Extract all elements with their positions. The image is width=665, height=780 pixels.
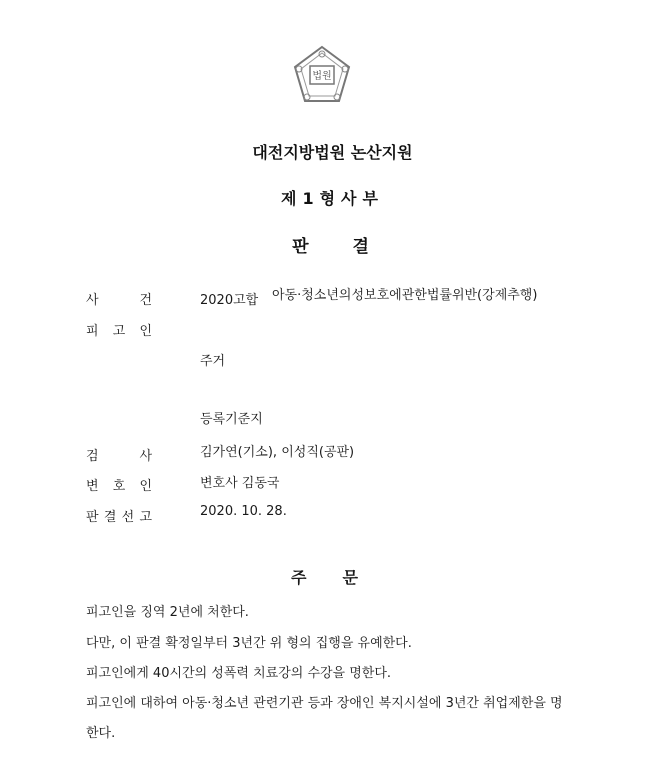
order-line: 다만, 이 판결 확정일부터 3년간 위 형의 집행을 유예한다. <box>86 636 412 651</box>
seal-text: 법원 <box>312 71 332 82</box>
label-char: 변 <box>86 479 99 494</box>
counsel-label <box>86 475 152 494</box>
label-char: 검 <box>86 449 99 464</box>
case-number: 2020고합 <box>200 293 259 308</box>
defendant-label <box>86 320 152 339</box>
counsel-value: 변호사 김동국 <box>200 476 280 491</box>
division-name: 제1형사부 <box>281 189 384 208</box>
label-char: 선 <box>121 510 135 525</box>
label-char: 피 <box>86 324 99 339</box>
prosecutor-label <box>86 445 152 464</box>
document-title: 판결 <box>292 237 413 257</box>
court-seal-icon <box>290 44 354 108</box>
prosecutor-value: 김가연(기소), 이성직(공판) <box>200 445 355 460</box>
address-label: 주거 <box>200 354 226 369</box>
order-line: 피고인에게 40시간의 성폭력 치료강의 수강을 명한다. <box>86 666 392 681</box>
label-char: 인 <box>139 324 152 339</box>
label-char: 호 <box>112 479 126 494</box>
label-char: 사 <box>86 293 99 308</box>
order-line: 피고인을 징역 2년에 처한다. <box>86 605 249 620</box>
label-char: 고 <box>112 324 126 339</box>
label-char: 고 <box>139 510 152 525</box>
case-label <box>86 289 152 308</box>
verdict-date-value: 2020. 10. 28. <box>200 504 287 519</box>
order-line: 피고인에 대하여 아동·청소년 관련기관 등과 장애인 복지시설에 3년간 취업제한을 명 <box>86 696 563 711</box>
label-char: 사 <box>139 449 152 464</box>
verdict-date-label <box>86 506 152 525</box>
case-name: 아동·청소년의성보호에관한법률위반(강제추행) <box>272 288 538 303</box>
order-title: 주문 <box>291 568 394 587</box>
label-char: 결 <box>103 510 117 525</box>
label-char: 판 <box>86 510 99 525</box>
order-line: 한다. <box>86 726 116 741</box>
court-name: 대전지방법원 논산지원 <box>252 143 413 162</box>
label-char: 건 <box>139 293 152 308</box>
label-char: 인 <box>139 479 152 494</box>
registry-label: 등록기준지 <box>200 412 263 427</box>
